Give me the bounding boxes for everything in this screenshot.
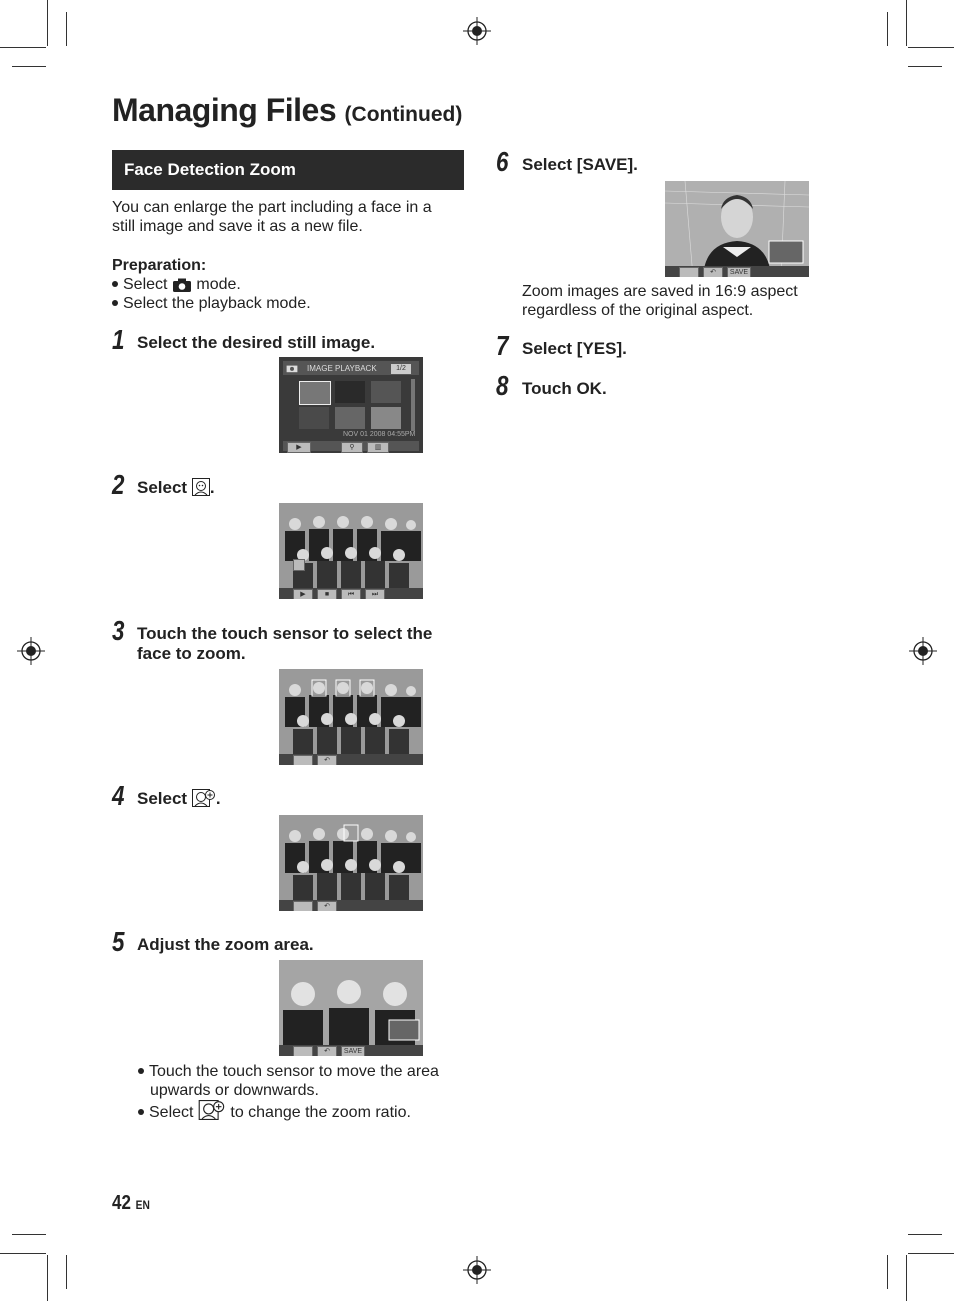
preparation-item: Select the playback mode. bbox=[112, 294, 311, 313]
face-zoom-icon bbox=[192, 789, 216, 807]
face-detect-button[interactable] bbox=[293, 559, 305, 571]
step-number: 7 bbox=[496, 330, 509, 361]
step-text-label: Select bbox=[137, 789, 192, 808]
face-detect-icon bbox=[192, 478, 210, 496]
intro-line: You can enlarge the part including a face in a bbox=[112, 199, 432, 216]
camera-icon bbox=[172, 278, 192, 292]
step6-note bbox=[522, 282, 798, 320]
save-button[interactable]: SAVE bbox=[727, 267, 751, 277]
crop-mark bbox=[47, 1255, 48, 1301]
thumbnail bbox=[371, 407, 401, 429]
mode-label: IMAGE PLAYBACK bbox=[307, 364, 377, 373]
step-text-label: Select bbox=[137, 478, 192, 497]
crop-mark bbox=[908, 1234, 942, 1235]
team-photo bbox=[279, 503, 423, 599]
page-number bbox=[112, 1192, 150, 1215]
step-number: 2 bbox=[112, 469, 125, 500]
step3-screenshot bbox=[279, 669, 423, 765]
crop-mark bbox=[66, 1255, 67, 1289]
step-text bbox=[137, 624, 432, 664]
crop-mark bbox=[0, 1253, 46, 1254]
step-text-line: Touch the touch sensor to select the bbox=[137, 624, 433, 643]
team-photo bbox=[279, 669, 423, 765]
thumbnail bbox=[299, 381, 331, 405]
camera-icon bbox=[286, 363, 298, 373]
crop-mark bbox=[0, 47, 46, 48]
crop-mark bbox=[908, 66, 942, 67]
step-text: Select [SAVE]. bbox=[522, 155, 638, 174]
face-zoom-button[interactable] bbox=[293, 755, 313, 765]
crop-mark bbox=[908, 1253, 954, 1254]
step-text-line: face to zoom. bbox=[137, 644, 246, 663]
datetime-label: NOV 01 2008 04:55PM bbox=[343, 431, 416, 438]
step1-screenshot bbox=[279, 357, 423, 453]
crop-mark bbox=[12, 66, 46, 67]
registration-mark-icon bbox=[463, 1256, 491, 1284]
registration-mark-icon bbox=[17, 637, 45, 665]
step5-note bbox=[138, 1100, 439, 1122]
crop-mark bbox=[66, 12, 67, 46]
back-button[interactable]: ↶ bbox=[317, 1046, 337, 1056]
step-text bbox=[137, 789, 221, 809]
preparation-text: mode. bbox=[191, 276, 241, 293]
step-text: Select the desired still image. bbox=[137, 333, 376, 352]
crop-mark bbox=[887, 12, 888, 46]
step6-screenshot bbox=[665, 181, 809, 277]
step5-notes bbox=[138, 1062, 439, 1122]
step-text-suffix: . bbox=[215, 789, 221, 808]
face-zoom-icon bbox=[198, 1100, 226, 1120]
zoomed-photo bbox=[279, 960, 423, 1056]
step5-screenshot bbox=[279, 960, 423, 1056]
thumbnail bbox=[335, 407, 365, 429]
intro-text bbox=[112, 198, 432, 236]
page-title-sub: (Continued) bbox=[344, 103, 463, 126]
step5-note: Touch the touch sensor to move the area bbox=[138, 1062, 439, 1081]
page-title bbox=[112, 92, 462, 129]
step5-note-cont: upwards or downwards. bbox=[150, 1082, 319, 1099]
step-number: 1 bbox=[112, 324, 125, 355]
section-heading: Face Detection Zoom bbox=[112, 150, 464, 190]
crop-mark bbox=[906, 0, 907, 46]
step-number: 4 bbox=[112, 780, 125, 811]
step-number: 3 bbox=[112, 615, 125, 646]
face-zoom-button[interactable] bbox=[679, 267, 699, 277]
play-button[interactable]: ▶ bbox=[287, 442, 311, 453]
step-number: 8 bbox=[496, 370, 509, 401]
registration-mark-icon bbox=[909, 637, 937, 665]
registration-mark-icon bbox=[463, 17, 491, 45]
scrollbar[interactable] bbox=[411, 379, 415, 431]
step-text: Select [YES]. bbox=[522, 339, 627, 358]
crop-mark bbox=[12, 1234, 46, 1235]
thumbnail bbox=[335, 381, 365, 403]
page-title-main: Managing Files bbox=[112, 92, 337, 128]
step5-note-text: to change the zoom ratio. bbox=[225, 1104, 411, 1121]
step-text: Touch OK. bbox=[522, 379, 607, 398]
step6-note-line: regardless of the original aspect. bbox=[522, 302, 754, 319]
previous-button[interactable]: ⏮ bbox=[341, 589, 361, 599]
crop-mark bbox=[906, 1255, 907, 1301]
step-number: 5 bbox=[112, 926, 125, 957]
step2-screenshot bbox=[279, 503, 423, 599]
next-button[interactable]: ⏭ bbox=[365, 589, 385, 599]
thumbnail bbox=[299, 407, 329, 429]
play-button[interactable]: ▶ bbox=[293, 589, 313, 599]
page-language: EN bbox=[135, 1198, 150, 1212]
page-number-value: 42 bbox=[112, 1192, 131, 1214]
save-button[interactable]: SAVE bbox=[341, 1046, 365, 1056]
step4-screenshot bbox=[279, 815, 423, 911]
crop-mark bbox=[887, 1255, 888, 1289]
delete-button[interactable]: ▥ bbox=[367, 442, 389, 453]
step-number: 6 bbox=[496, 146, 509, 177]
face-zoom-button[interactable] bbox=[293, 1046, 313, 1056]
thumbnail bbox=[371, 381, 401, 403]
preparation bbox=[112, 256, 311, 313]
back-button[interactable]: ↶ bbox=[703, 267, 723, 277]
face-zoom-button[interactable] bbox=[293, 901, 313, 911]
step-text bbox=[137, 478, 215, 498]
team-photo bbox=[279, 815, 423, 911]
preparation-heading: Preparation: bbox=[112, 257, 207, 274]
crop-mark bbox=[47, 0, 48, 46]
step-text-suffix: . bbox=[209, 478, 215, 497]
crop-mark bbox=[908, 47, 954, 48]
page-indicator: 1/2 bbox=[391, 364, 411, 374]
step6-note-line: Zoom images are saved in 16:9 aspect bbox=[522, 283, 798, 300]
intro-line: still image and save it as a new file. bbox=[112, 218, 363, 235]
zoomed-photo bbox=[665, 181, 809, 277]
stop-button[interactable]: ■ bbox=[317, 589, 337, 599]
step-text: Adjust the zoom area. bbox=[137, 935, 314, 954]
zoom-button[interactable]: ⚲ bbox=[341, 442, 363, 453]
back-button[interactable]: ↶ bbox=[317, 755, 337, 765]
preparation-item bbox=[112, 275, 311, 294]
step5-note-text: Select bbox=[149, 1104, 198, 1121]
preparation-text: Select bbox=[123, 276, 172, 293]
back-button[interactable]: ↶ bbox=[317, 901, 337, 911]
